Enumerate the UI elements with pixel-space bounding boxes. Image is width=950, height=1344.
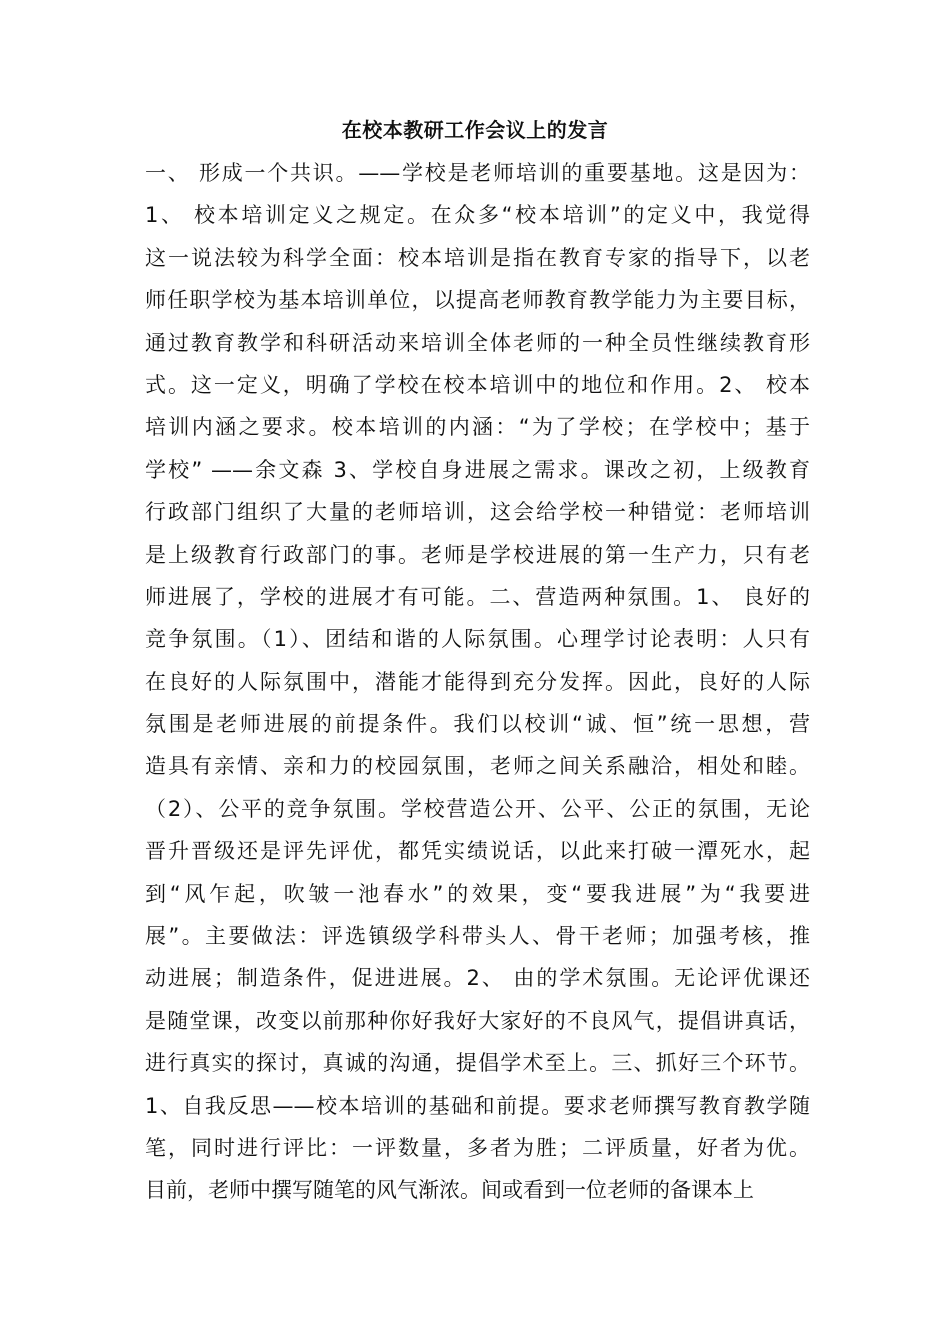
body-line: 一、 形成一个共识。——学校是老师培训的重要基地。这是因为： [145,161,810,185]
body-line: 1、自我反思——校本培训的基础和前提。要求老师撰写教育教学随 [145,1093,810,1118]
body-line: 在良好的人际氛围中，潜能才能得到充分发挥。因此，良好的人际 [145,669,810,694]
body-line: 进行真实的探讨，真诚的沟通，提倡学术至上。三、抓好三个环节。 [145,1051,810,1076]
body-line: 式。这一定义，明确了学校在校本培训中的地位和作用。2、 校本 [145,372,810,397]
body-line: 造具有亲情、亲和力的校园氛围，老师之间关系融洽，相处和睦。 [145,754,810,779]
body-line: 这一说法较为科学全面：校本培训是指在教育专家的指导下，以老 [145,245,810,270]
body-line: 师任职学校为基本培训单位，以提高老师教育教学能力为主要目标， [145,288,810,313]
body-line: 培训内涵之要求。校本培训的内涵：“为了学校；在学校中；基于 [145,415,810,440]
body-line: 师进展了，学校的进展才有可能。二、营造两种氛围。1、 良好的 [145,584,810,609]
document-body [145,152,810,1212]
body-line: 动进展；制造条件，促进进展。2、 由的学术氛围。无论评优课还 [145,966,810,991]
body-line: 是随堂课，改变以前那种你好我好大家好的不良风气，提倡讲真话， [145,1008,810,1033]
body-line: 行政部门组织了大量的老师培训，这会给学校一种错觉：老师培训 [145,500,810,525]
document-title: 在校本教研工作会议上的发言 [341,118,609,142]
body-line: 1、 校本培训定义之规定。在众多“校本培训”的定义中，我觉得 [145,203,810,228]
body-line: 竞争氛围。（1）、团结和谐的人际氛围。心理学讨论表明：人只有 [145,627,810,652]
body-line: 目前，老师中撰写随笔的风气渐浓。间或看到一位老师的备课本上 [145,1178,754,1203]
body-line: 氛围是老师进展的前提条件。我们以校训“诚、恒”统一思想，营 [145,712,810,737]
body-line: 是上级教育行政部门的事。老师是学校进展的第一生产力，只有老 [145,542,810,567]
body-line: 到“风乍起，吹皱一池春水”的效果，变“要我进展”为“我要进 [145,881,810,906]
body-line: 展”。主要做法：评选镇级学科带头人、骨干老师；加强考核，推 [145,924,810,949]
body-line: （2）、公平的竞争氛围。学校营造公开、公平、公正的氛围，无论 [145,796,810,821]
body-line: 通过教育教学和科研活动来培训全体老师的一种全员性继续教育形 [145,330,810,355]
body-line: 学校” ——余文森 3、学校自身进展之需求。课改之初，上级教育 [145,457,810,482]
body-line: 笔，同时进行评比：一评数量，多者为胜；二评质量，好者为优。 [145,1135,810,1160]
body-line: 晋升晋级还是评先评优，都凭实绩说话，以此来打破一潭死水，起 [145,839,810,864]
